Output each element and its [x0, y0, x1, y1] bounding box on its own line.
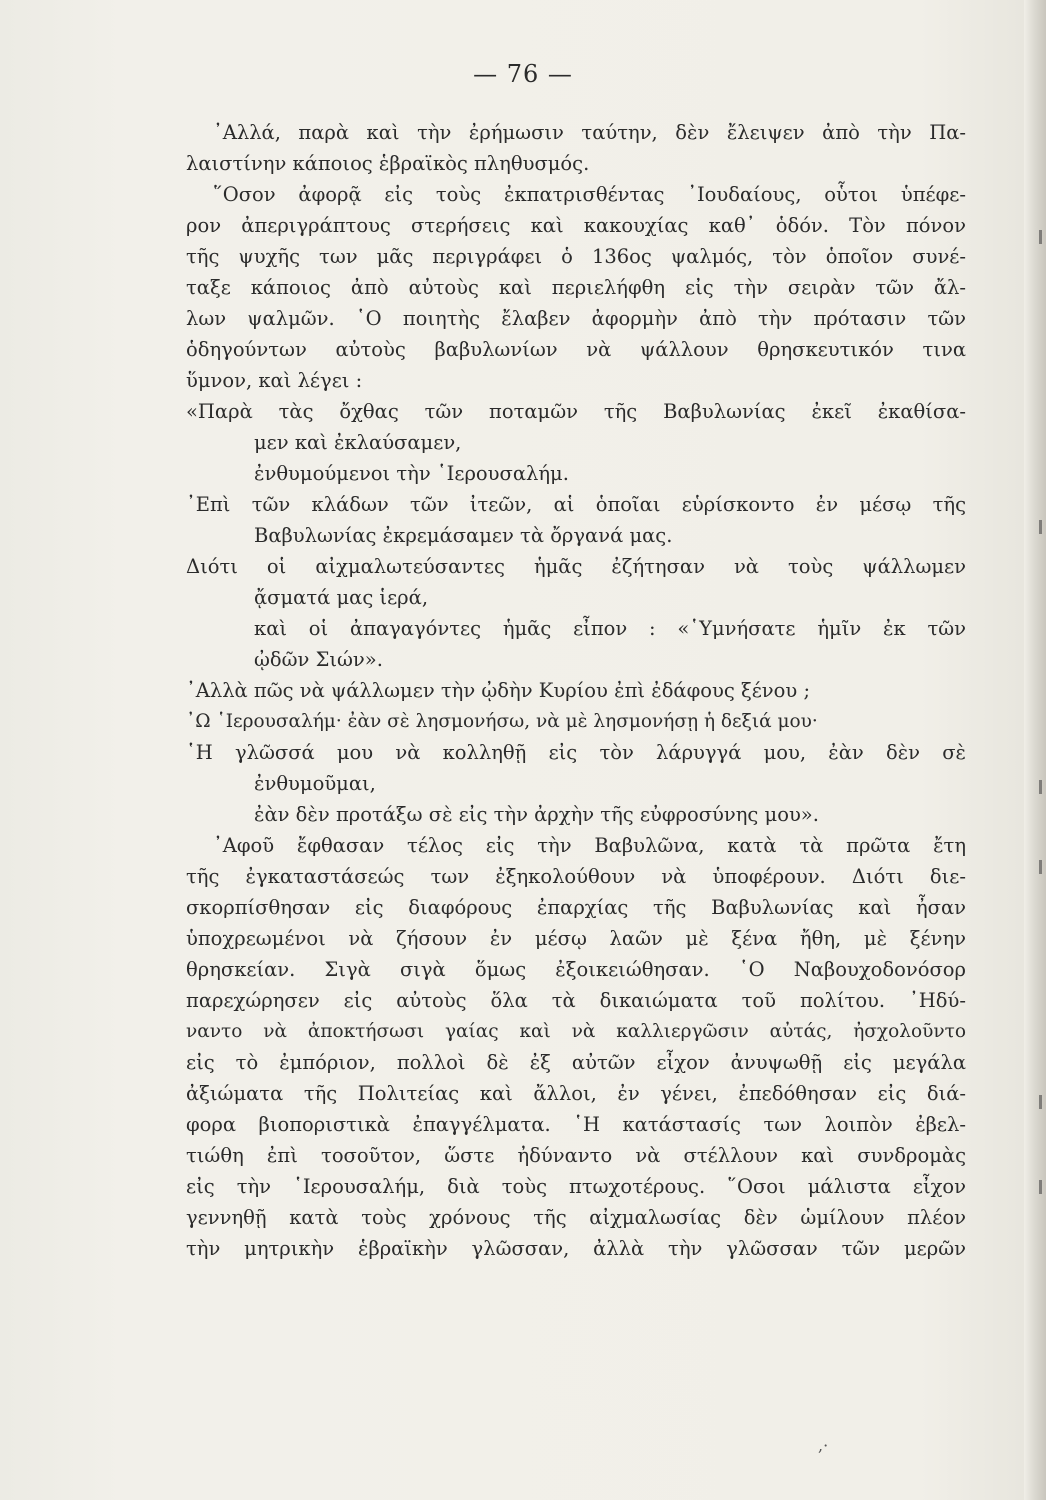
text-line: ῞Οσον ἀφορᾷ εἰς τοὺς ἐκπατρισθέντας ᾿Ιουδαίους, οὗτοι ὑπέφε- [213, 183, 966, 206]
text-line: τιώθη ἐπὶ τοσοῦτον, ὥστε ἠδύναντο νὰ στέλλουν καὶ συνδρομὰς [186, 1144, 966, 1167]
psalm-line: ᾠδῶν Σιών». [254, 648, 383, 671]
text-line: ρον ἀπεριγράπτους στερήσεις καὶ κακουχίας καθ᾿ ὁδόν. Τὸν πόνον [186, 214, 966, 237]
psalm-line: ῾Η γλῶσσά μου νὰ κολληθῇ εἰς τὸν λάρυγγά μου, ἐὰν δὲν σὲ [186, 741, 966, 764]
psalm-line: ἐὰν δὲν προτάξω σὲ εἰς τὴν ἀρχὴν τῆς εὐφροσύνης μου». [254, 803, 819, 826]
edge-mark [1039, 860, 1042, 874]
text-line: ᾿Αφοῦ ἔφθασαν τέλος εἰς τὴν Βαβυλῶνα, κατὰ τὰ πρῶτα ἔτη [213, 834, 966, 857]
psalm-line: Βαβυλωνίας ἐκρεμάσαμεν τὰ ὄργανά μας. [254, 524, 673, 547]
text-line: εἰς τὸ ἐμπόριον, πολλοὶ δὲ ἐξ αὐτῶν εἶχον ἀνυψωθῇ εἰς μεγάλα [186, 1051, 966, 1074]
page-number: — 76 — [473, 60, 573, 88]
text-line: λων ψαλμῶν. ῾Ο ποιητὴς ἔλαβεν ἀφορμὴν ἀπὸ τὴν πρότασιν τῶν [186, 307, 966, 330]
text-line: ναντο νὰ ἀποκτήσωσι γαίας καὶ νὰ καλλιεργῶσιν αὐτάς, ἠσχολοῦντο [186, 1021, 966, 1042]
text-line: λαιστίνην κάποιος ἑβραϊκὸς πληθυσμός. [186, 152, 590, 175]
text-line: τὴν μητρικὴν ἑβραϊκὴν γλῶσσαν, ἀλλὰ τὴν γλῶσσαν τῶν μερῶν [186, 1237, 966, 1260]
edge-mark [1039, 780, 1042, 794]
text-line: ταξε κάποιος ἀπὸ αὐτοὺς καὶ περιελήφθη εἰς τὴν σειρὰν τῶν ἄλ- [186, 276, 966, 299]
text-line: ἀξιώματα τῆς Πολιτείας καὶ ἄλλοι, ἐν γένει, ἐπεδόθησαν εἰς διά- [186, 1082, 966, 1105]
edge-mark [1039, 230, 1042, 244]
edge-mark [1039, 1180, 1042, 1194]
text-line: τῆς ψυχῆς των μᾶς περιγράφει ὁ 136ος ψαλμός, τὸν ὁποῖον συνέ- [186, 245, 966, 268]
edge-mark [1039, 1095, 1042, 1109]
psalm-line: «Παρὰ τὰς ὄχθας τῶν ποταμῶν τῆς Βαβυλωνίας ἐκεῖ ἐκαθίσα- [186, 400, 966, 423]
text-line: ὁδηγούντων αὐτοὺς βαβυλωνίων νὰ ψάλλουν θρησκευτικόν τινα [186, 338, 966, 361]
text-line: εἰς τὴν ῾Ιερουσαλήμ, διὰ τοὺς πτωχοτέρους. ῞Οσοι μάλιστα εἶχον [186, 1175, 966, 1198]
text-line: τῆς ἐγκαταστάσεώς των ἐξηκολούθουν νὰ ὑποφέρουν. Διότι διε- [186, 865, 966, 888]
text-line: θρησκείαν. Σιγὰ σιγὰ ὅμως ἐξοικειώθησαν. ῾Ο Ναβουχοδονόσορ [186, 958, 966, 981]
text-line: γεννηθῇ κατὰ τοὺς χρόνους τῆς αἰχμαλωσίας δὲν ὡμίλουν πλέον [186, 1206, 966, 1229]
text-line: σκορπίσθησαν εἰς διαφόρους ἐπαρχίας τῆς Βαβυλωνίας καὶ ἦσαν [186, 896, 966, 919]
ink-mark: ,· [818, 1436, 829, 1455]
psalm-line: ἐνθυμοῦμαι, [254, 772, 376, 795]
text-line: ὕμνον, καὶ λέγει : [186, 369, 363, 392]
psalm-line: καὶ οἱ ἀπαγαγόντες ἡμᾶς εἶπον : «῾Υμνήσατε ἡμῖν ἐκ τῶν [254, 617, 966, 640]
psalm-line: ᾄσματά μας ἱερά, [254, 586, 429, 609]
text-line: παρεχώρησεν εἰς αὐτοὺς ὅλα τὰ δικαιώματα τοῦ πολίτου. ᾿Ηδύ- [186, 989, 966, 1012]
text-line: φορα βιοποριστικὰ ἐπαγγέλματα. ῾Η κατάστασίς των λοιπὸν ἐβελ- [186, 1113, 966, 1136]
psalm-line: ᾿Ω ῾Ιερουσαλήμ· ἐὰν σὲ λησμονήσω, νὰ μὲ λησμονήσῃ ἡ δεξιά μου· [186, 711, 818, 732]
text-line: ᾿Αλλά, παρὰ καὶ τὴν ἐρήμωσιν ταύτην, δὲν ἔλειψεν ἀπὸ τὴν Πα- [213, 121, 966, 144]
text-line: ὑποχρεωμένοι νὰ ζήσουν ἐν μέσῳ λαῶν μὲ ξένα ἤθη, μὲ ξένην [186, 927, 966, 950]
psalm-line: ᾿Επὶ τῶν κλάδων τῶν ἰτεῶν, αἱ ὁποῖαι εὑρίσκοντο ἐν μέσῳ τῆς [186, 493, 966, 516]
page-edge-shadow [1024, 0, 1046, 1500]
psalm-line: ἐνθυμούμενοι τὴν ῾Ιερουσαλήμ. [254, 462, 569, 485]
psalm-line: ᾿Αλλὰ πῶς νὰ ψάλλωμεν τὴν ᾠδὴν Κυρίου ἐπὶ ἐδάφους ξένου ; [186, 679, 811, 702]
edge-mark [1039, 520, 1042, 534]
psalm-line: Διότι οἱ αἰχμαλωτεύσαντες ἡμᾶς ἐζήτησαν νὰ τοὺς ψάλλωμεν [186, 555, 966, 578]
psalm-line: μεν καὶ ἐκλαύσαμεν, [254, 431, 462, 454]
